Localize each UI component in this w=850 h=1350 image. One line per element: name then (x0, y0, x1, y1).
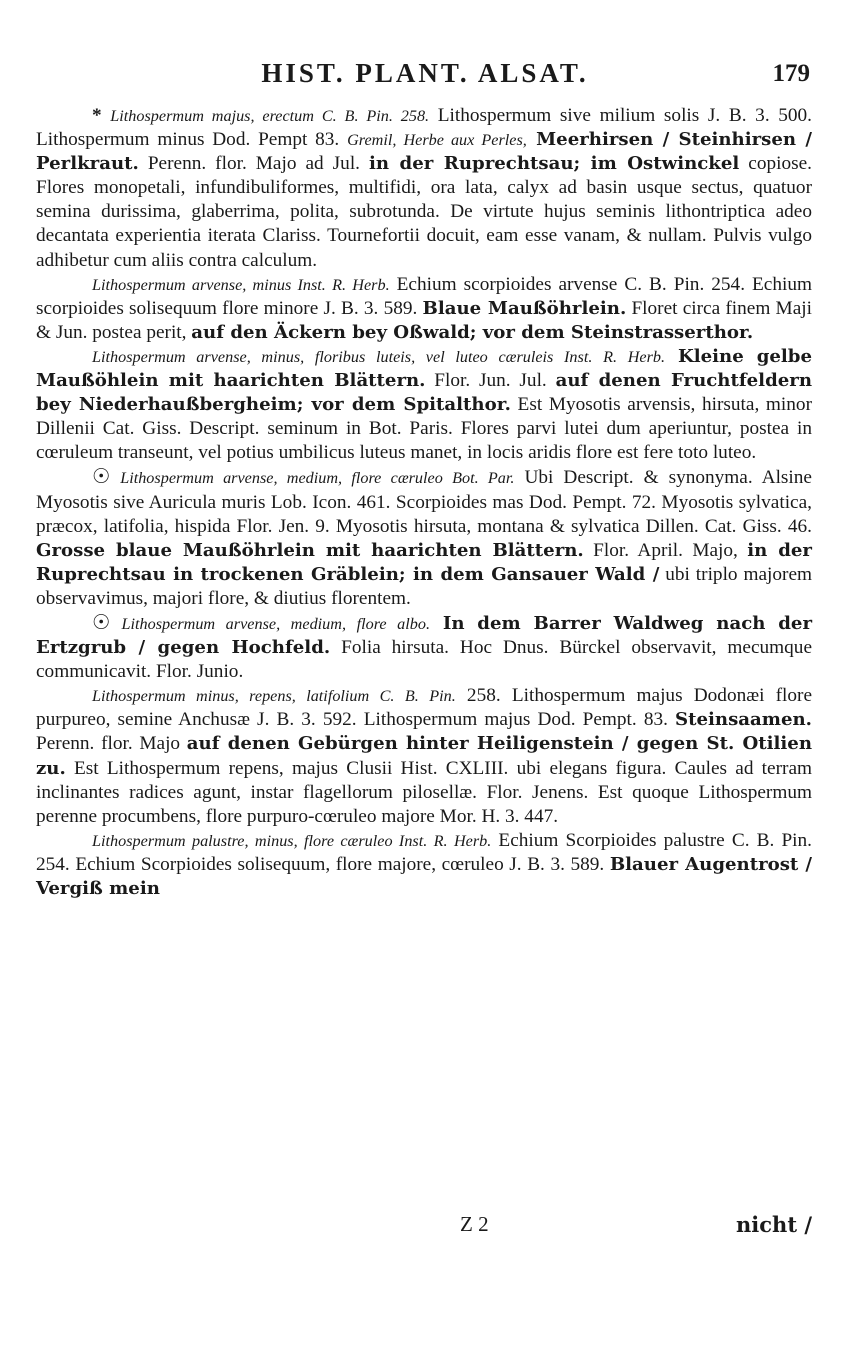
species-entry (36, 104, 812, 273)
german-text: Blaue Maußöhrlein. (422, 297, 627, 319)
annual-symbol-icon: ☉ (92, 466, 111, 489)
latin-name: Lithospermum minus, repens, latifolium C. B. Pin. (92, 687, 456, 706)
description-text: Folia hirsuta. Hoc Dnus. Bürckel observavit, mecumque communicavit. Flor. Junio. (36, 637, 813, 683)
latin-name: Lithospermum palustre, minus, flore cæruleo Inst. R. Herb. (92, 831, 492, 850)
running-head: HIST. PLANT. ALSAT. (261, 58, 589, 88)
signature-mark: Z 2 (460, 1212, 489, 1236)
latin-name: Lithospermum arvense, medium, flore albo. (121, 614, 431, 633)
german-text: auf den Äckern bey Oßwald; vor dem Steinstrasserthor. (191, 321, 754, 343)
page-header (40, 58, 810, 98)
page-footer (40, 1212, 812, 1248)
german-text: Steinsaamen. (675, 709, 812, 731)
description-text: Echium scorpioides arvense C. B. Pin. 254. Echium scorpioides solisequum flore minore J. B. 3. 589. (36, 273, 812, 319)
species-entry (36, 684, 812, 829)
species-entry (36, 345, 812, 465)
description-text: Ubi Descript. & synonyma. Alsine Myosotis sive Auricula muris Lob. Icon. 461. Scorpioides mas Dod. Pempt. 72. Myosotis sylvatica, præcox, latifolia, hispida Flor. Jen. 9. Myosotis hirsuta, montana & sylvatica Dillen. Cat. Giss. 46. (36, 467, 812, 537)
description-text: Perenn. flor. Majo (36, 733, 187, 755)
description-text: Perenn. flor. Majo ad Jul. (138, 153, 369, 175)
description-text: ubi triplo majorem observavimus, majori flore, & diutius florentem. (36, 563, 813, 609)
page-number: 179 (772, 60, 810, 87)
german-text: auf denen Gebürgen hinter Heiligenstein / gegen St. Otilien zu. (36, 733, 813, 779)
description-text: Flor. Jun. Jul. (425, 370, 556, 392)
latin-name: Gremil, Herbe aux Perles, (347, 131, 527, 150)
catchword: nicht / (736, 1212, 812, 1237)
german-text: auf denen Fruchtfeldern bey Niederhaußbergheim; vor dem Spitalthor. (36, 370, 812, 416)
asterisk-mark: * (92, 105, 102, 126)
latin-name: Lithospermum arvense, medium, flore cæruleo Bot. Par. (120, 469, 515, 488)
description-text: Flor. April. Majo, (583, 539, 748, 561)
species-entry (36, 611, 812, 684)
description-text: Est Lithospermum repens, majus Clusii Hist. CXLIII. ubi elegans figura. Caules ad terram inclinantes radices agunt, instar flagellorum pilosellæ. Flor. Jenens. Est quoque Lithospermum perenne procumbens, flore purpuro-cœruleo majore Mor. H. 3. 447. (36, 757, 812, 827)
species-entry (36, 273, 812, 345)
latin-name: Lithospermum arvense, minus, floribus luteis, vel luteo cæruleis Inst. R. Herb. (92, 347, 666, 366)
german-text: in der Ruprechtsau in trockenen Gräblein; in dem Gansauer Wald / (36, 539, 812, 585)
description-text: Lithospermum sive milium solis J. B. 3. 500. Lithospermum minus Dod. Pempt 83. (36, 105, 813, 151)
german-text: In dem Barrer Waldweg nach der Ertzgrub / gegen Hochfeld. (36, 612, 812, 659)
body-text (36, 104, 812, 901)
german-text: Blauer Augentrost / Vergiß mein (36, 853, 812, 899)
german-text: in der Ruprechtsau; im Ostwinckel (369, 153, 740, 175)
description-text: Est Myosotis arvensis, hirsuta, minor Dillenii Cat. Giss. Descript. seminum in Bot. Paris. Flores parvi lutei dum aperiuntur, postea in cœruleum transeunt, vel potius umbilicus luteus manet, in locis aridis flore est fere toto luteo. (36, 394, 812, 464)
latin-name: Lithospermum arvense, minus Inst. R. Herb. (92, 275, 390, 294)
description-text: Echium Scorpioides palustre C. B. Pin. 254. Echium Scorpioides solisequum, flore majore, cœruleo J. B. 3. 589. (36, 829, 812, 875)
latin-name: Lithospermum majus, erectum C. B. Pin. 258. (110, 107, 430, 125)
description-text: copiose. Flores monopetali, infundibuliformes, multifidi, ora lata, calyx ad basin usque sectus, quatuor semina durissima, glaberrima, polita, subrotunda. De virtute hujus seminis lithontriptica adeo decantata experientia iterata Clariss. Tournefortii docuit, eam esse vanam, & nullam. Pulvis vulgo adhibetur cum aliis contra calculum. (36, 153, 812, 271)
description-text: 258. Lithospermum majus Dodonæi flore purpureo, semine Anchusæ J. B. 3. 592. Lithospermum majus Dod. Pempt. 83. (36, 685, 812, 731)
species-entry (36, 829, 812, 901)
description-text: Floret circa finem Maji & Jun. postea perit, (36, 297, 812, 343)
german-text: Grosse blaue Maußöhrlein mit haarichten Blättern. (36, 539, 584, 561)
species-entry (36, 465, 812, 611)
german-text: Meerhirsen / Steinhirsen / Perlkraut. (36, 129, 812, 175)
annual-symbol-icon: ☉ (92, 611, 111, 634)
german-text: Kleine gelbe Maußöhlein mit haarichten Blättern. (36, 345, 813, 392)
